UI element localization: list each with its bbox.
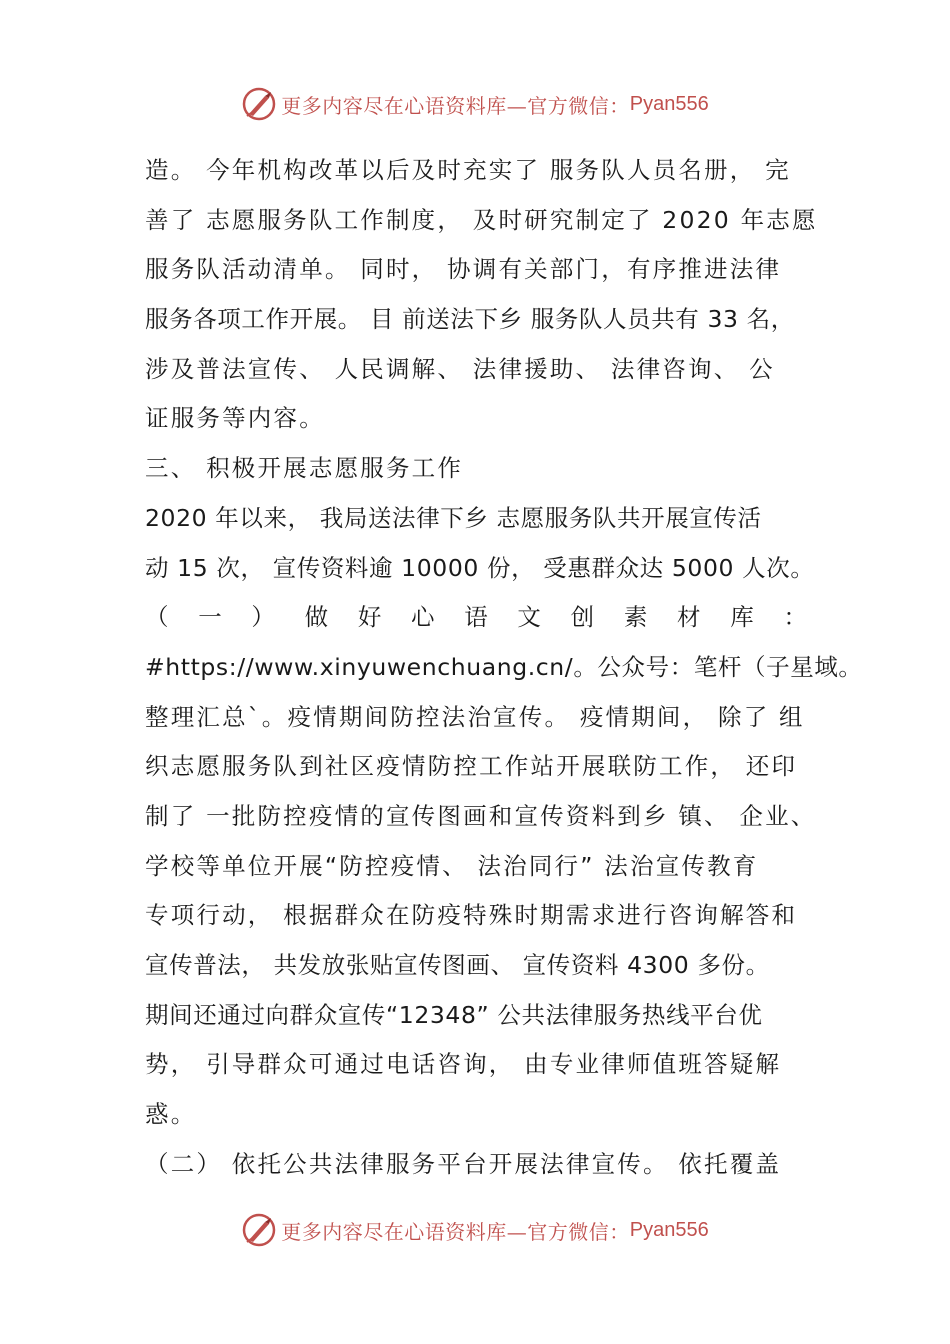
- spread-char: 做: [304, 603, 329, 632]
- pen-logo-icon: [241, 1212, 277, 1248]
- body-line: 证服务等内容。: [145, 404, 325, 433]
- spread-char: 好: [357, 603, 382, 632]
- body-line: 制了 一批防控疫情的宣传图画和宣传资料到乡 镇、 企业、: [145, 801, 817, 830]
- watermark-wechat-id: Pyan556: [629, 92, 709, 115]
- body-line: 宣传普法， 共发放张贴宣传图画、 宣传资料 4300 多份。: [145, 951, 770, 979]
- spread-char: ：: [783, 603, 807, 632]
- body-line: 善了 志愿服务队工作制度， 及时研究制定了 2020 年志愿: [145, 205, 818, 234]
- watermark-wechat-id: Pyan556: [629, 1218, 709, 1241]
- watermark-header: [0, 82, 950, 126]
- body-line: 势， 引导群众可通过电话咨询， 由专业律师值班答疑解: [145, 1050, 782, 1079]
- watermark-text: 更多内容尽在心语资料库—官方微信：: [281, 1219, 630, 1244]
- spread-char: ）: [251, 603, 275, 632]
- spread-char: 素: [623, 603, 648, 632]
- watermark-text: 更多内容尽在心语资料库—官方微信：: [281, 93, 630, 118]
- spread-char: 心: [411, 603, 435, 632]
- body-line: 整理汇总`。疫情期间防控法治宣传。 疫情期间， 除了 组: [145, 702, 805, 731]
- body-line: 期间还通过向群众宣传“12348” 公共法律服务热线平台优: [145, 1000, 763, 1029]
- spread-char: （: [145, 603, 169, 632]
- body-line: 专项行动， 根据群众在防疫特殊时期需求进行咨询解答和: [145, 901, 798, 930]
- document-body: [145, 146, 863, 1189]
- body-line: 织志愿服务队到社区疫情防控工作站开展联防工作， 还印: [145, 752, 798, 781]
- spread-char: 语: [464, 603, 488, 632]
- pen-logo-icon: [241, 86, 277, 122]
- spread-heading-line: [145, 593, 807, 643]
- section-heading: 三、 积极开展志愿服务工作: [145, 454, 464, 483]
- spread-char: 创: [570, 603, 595, 632]
- body-line: 服务各项工作开展。 目 前送法下乡 服务队人员共有 33 名，: [145, 305, 795, 334]
- spread-char: 文: [517, 603, 541, 632]
- spread-char: 一: [198, 603, 222, 632]
- spread-char: 库: [730, 603, 754, 632]
- spread-char: 材: [677, 603, 701, 632]
- body-line: （二） 依托公共法律服务平台开展法律宣传。 依托覆盖: [145, 1149, 782, 1178]
- body-line: 服务队活动清单。 同时， 协调有关部门，有序推进法律: [145, 255, 782, 284]
- body-line: 学校等单位开展“防控疫情、 法治同行” 法治宣传教育: [145, 851, 759, 880]
- body-line-url: #https://www.xinyuwenchuang.cn/。公众号：笔杆（子星域。: [145, 652, 863, 681]
- body-line: 动 15 次， 宣传资料逾 10000 份， 受惠群众达 5000 人次。: [145, 553, 815, 582]
- watermark-footer: [0, 1208, 950, 1252]
- body-line: 涉及普法宣传、 人民调解、 法律援助、 法律咨询、 公: [145, 354, 775, 383]
- body-line: 造。 今年机构改革以后及时充实了 服务队人员名册， 完: [145, 156, 791, 184]
- body-line: 惑。: [145, 1100, 197, 1129]
- body-line: 2020 年以来， 我局送法律下乡 志愿服务队共开展宣传活: [145, 503, 762, 532]
